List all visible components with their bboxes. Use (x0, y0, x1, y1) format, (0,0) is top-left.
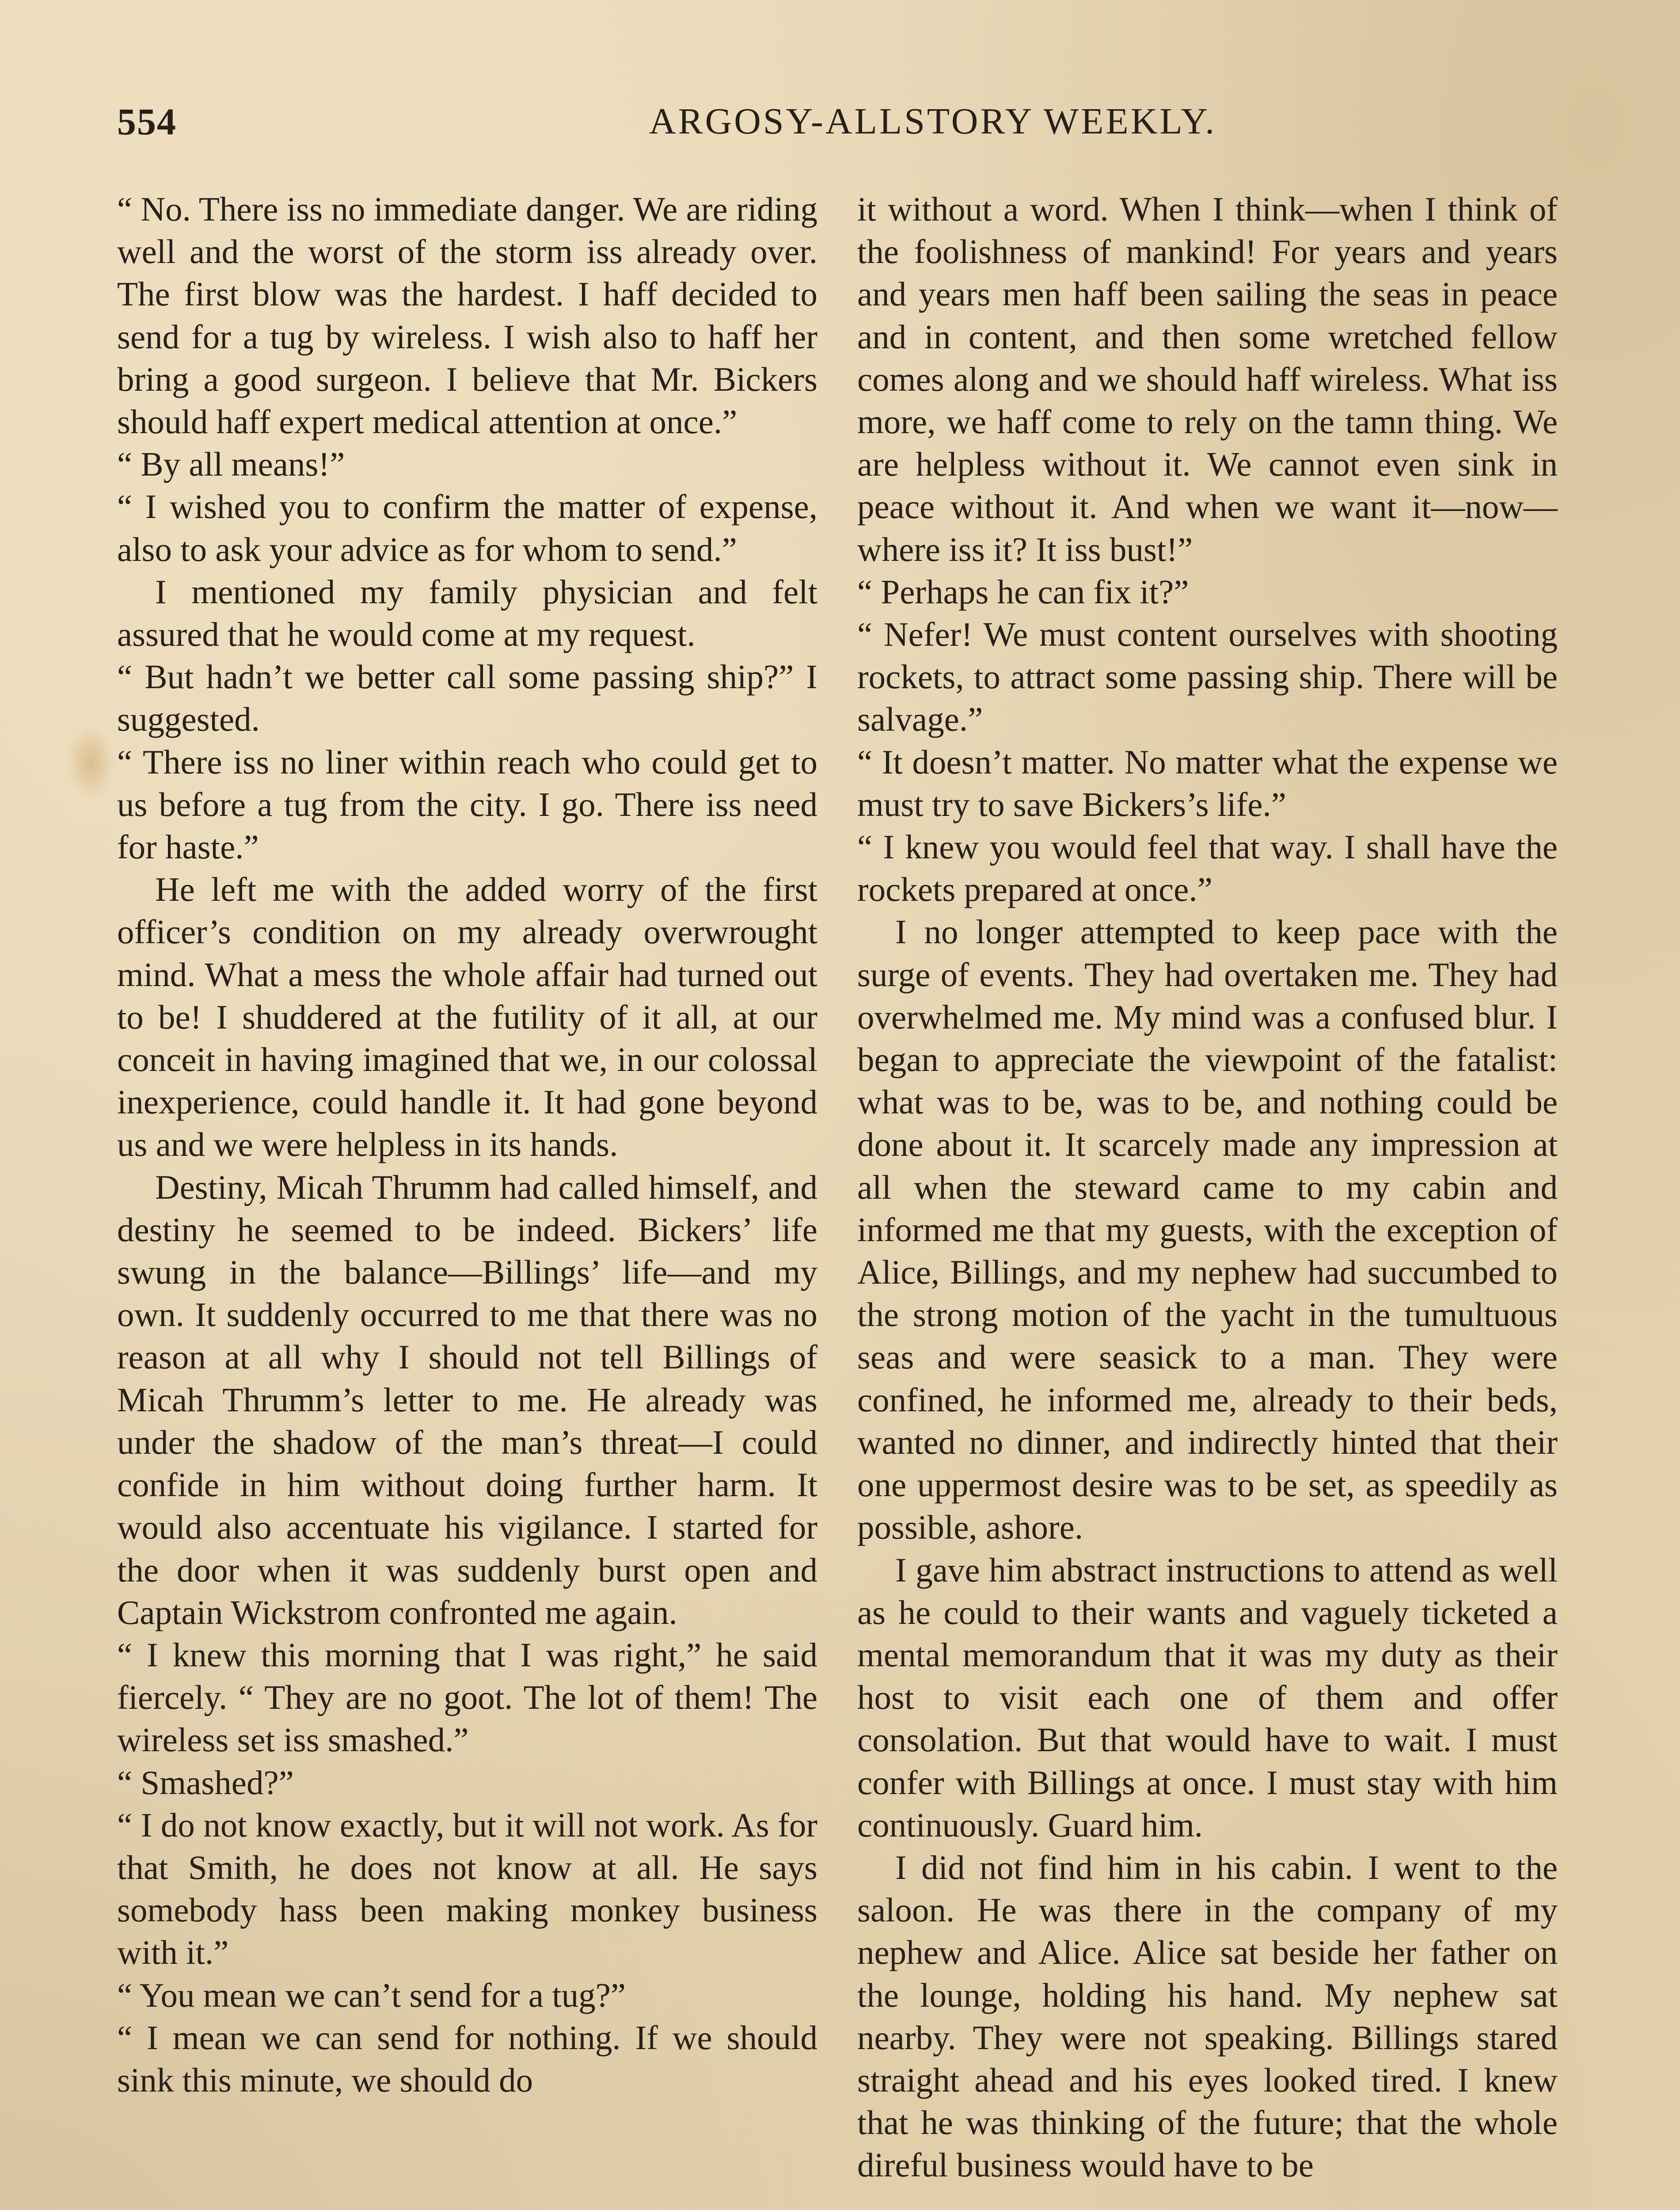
paragraph: “ I knew you would feel that way. I shall have the rockets prepared at once.” (857, 828, 1558, 909)
paragraph: “ I wished you to confirm the matter of expense, also to ask your advice as for whom to send.” (117, 488, 817, 568)
paragraph: “ I mean we can send for nothing. If we should sink this minute, we should do (117, 2018, 817, 2099)
paragraph: “ By all means!” (117, 445, 345, 484)
paragraph: “ No. There iss no immediate danger. We are riding well and the worst of the storm iss already over. The first blow was the hardest. I haff decided to send for a tug by wireless. I wish also to haff her bring a good surgeon. I believe that Mr. Bickers should haff expert medical attention at once.” (117, 190, 817, 441)
paragraph: I no longer attempted to keep pace with the surge of events. They had overtaken me. They had overwhelmed me. My mind was a confused blur. I began to appreciate the viewpoint of the fatalist: what was to be, was to be, and nothing could be done about it. It scarcely made any impression at all when the steward came to my cabin and informed me that my guests, with the exception of Alice, Billings, and my nephew had succumbed to the strong motion of the yacht in the tumultuous seas and were seasick to a man. They were confined, he informed me, already to their beds, wanted no dinner, and indirectly hinted that their one uppermost desire was to be set, as speedily as possible, ashore. (857, 913, 1558, 1547)
paragraph: “ Nefer! We must content ourselves with shooting rockets, to attract some passing ship. There will be salvage.” (857, 615, 1558, 739)
paragraph: I mentioned my family physician and felt assured that he would come at my request. (117, 572, 817, 654)
left-column (117, 188, 817, 2101)
paragraph: He left me with the added worry of the first officer’s condition on my already overwrought mind. What a mess the whole affair had turned out to be! I shuddered at the futility of it all, at our conceit in having imagined that we, in our colossal inexperience, could handle it. It had gone beyond us and we were helpless in its hands. (117, 870, 817, 1164)
running-head (117, 97, 1563, 146)
paragraph: it without a word. When I think—when I think of the foolishness of mankind! For years and years and years men haff been sailing the seas in peace and in content, and then some wretched fellow comes along and we should haff wireless. What iss more, we haff come to rely on the tamn thing. We are helpless without it. We cannot even sink in peace without it. And when we want it—now—where iss it? It iss bust!” (857, 190, 1558, 568)
paragraph: “ It doesn’t matter. No matter what the expense we must try to save Bickers’s life.” (857, 743, 1558, 823)
paragraph: “ Perhaps he can fix it?” (857, 572, 1189, 611)
magazine-title: ARGOSY-ALLSTORY WEEKLY. (649, 101, 1217, 142)
paragraph: “ I do not know exactly, but it will not work. As for that Smith, he does not know at all. He says somebody hass been making monkey business with it.” (117, 1806, 817, 1972)
paper-stain (66, 725, 115, 800)
paragraph: I gave him abstract instructions to attend as well as he could to their wants and vaguely ticketed a mental memorandum that it was my duty as their host to visit each one of them and offer consolation. But that would have to wait. I must confer with Billings at once. I must stay with him continuously. Guard him. (857, 1551, 1558, 1844)
paragraph: “ There iss no liner within reach who could get to us before a tug from the city. I go. There iss need for haste.” (117, 743, 817, 866)
paragraph: “ I knew this morning that I was right,” he said fiercely. “ They are no goot. The lot of them! The wireless set iss smashed.” (117, 1635, 817, 1759)
paragraph: “ You mean we can’t send for a tug?” (117, 1976, 626, 2014)
paragraph: I did not find him in his cabin. I went to the saloon. He was there in the company of my nephew and Alice. Alice sat beside her father on the lounge, holding his hand. My nephew sat nearby. They were not speaking. Billings stared straight ahead and his eyes looked tired. I knew that he was thinking of the future; that the whole direful business would have to be (857, 1848, 1558, 2184)
right-column (857, 188, 1558, 2187)
page-number: 554 (117, 100, 177, 143)
paragraph: Destiny, Micah Thrumm had called himself, and destiny he seemed to be indeed. Bickers’ life swung in the balance—Billings’ life—and my own. It suddenly occurred to me that there was no reason at all why I should not tell Billings of Micah Thrumm’s letter to me. He already was under the shadow of the man’s threat—I could confide in him without doing further harm. It would also accentuate his vigilance. I started for the door when it was suddenly burst open and Captain Wickstrom confronted me again. (117, 1168, 817, 1631)
paragraph: “ But hadn’t we better call some passing ship?” I suggested. (117, 658, 817, 739)
paragraph: “ Smashed?” (117, 1763, 294, 1802)
